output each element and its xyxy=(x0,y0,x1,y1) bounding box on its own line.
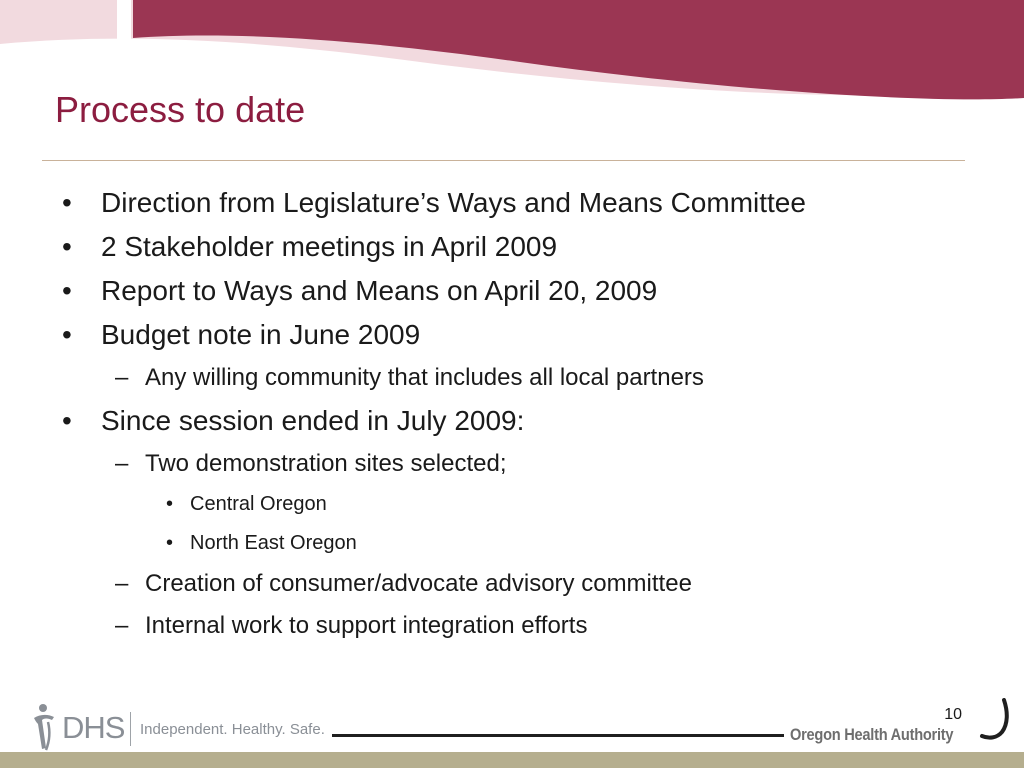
bullet-item xyxy=(0,399,1000,443)
oha-logo-text: Oregon Health Authority xyxy=(790,725,954,744)
sub-sub-bullet-item xyxy=(0,524,1000,563)
sub-bullet-item xyxy=(0,443,1000,485)
bullet-marker: • xyxy=(62,231,72,262)
dhs-tagline: Independent. Healthy. Safe. xyxy=(140,721,325,738)
title-divider xyxy=(42,160,965,161)
page-number: 10 xyxy=(944,706,962,723)
dash-marker: – xyxy=(115,570,129,597)
bullet-list xyxy=(0,181,1000,647)
bullet-marker: • xyxy=(62,319,72,350)
bullet-text: Central Oregon xyxy=(190,493,327,515)
bullet-text: Budget note in June 2009 xyxy=(101,319,421,350)
bullet-text: Creation of consumer/advocate advisory committee xyxy=(145,570,692,597)
dash-marker: – xyxy=(115,612,129,639)
bullet-marker: • xyxy=(166,532,174,554)
bullet-text: Since session ended in July 2009: xyxy=(101,405,525,436)
bullet-text: Two demonstration sites selected; xyxy=(145,450,507,477)
bullet-marker: • xyxy=(62,187,72,218)
bullet-item xyxy=(0,313,1000,357)
sub-sub-bullet-item xyxy=(0,485,1000,524)
sub-bullet-item xyxy=(0,563,1000,605)
bullet-text: Direction from Legislature’s Ways and Means Committee xyxy=(101,187,806,218)
bullet-marker: • xyxy=(62,405,72,436)
dash-marker: – xyxy=(115,450,129,477)
dhs-logo xyxy=(30,702,330,752)
bullet-text: Any willing community that includes all local partners xyxy=(145,364,704,391)
footer-band xyxy=(0,752,1024,768)
sub-bullet-item xyxy=(0,357,1000,399)
page-title: Process to date xyxy=(55,89,306,130)
bullet-marker: • xyxy=(166,493,174,515)
bullet-text: Report to Ways and Means on April 20, 2009 xyxy=(101,275,658,306)
bullet-text: 2 Stakeholder meetings in April 2009 xyxy=(101,231,558,262)
footer-rule xyxy=(332,734,784,737)
bullet-item xyxy=(0,181,1000,225)
bullet-item xyxy=(0,269,1000,313)
oha-swoosh-icon xyxy=(978,698,1014,742)
dhs-logo-text: DHS xyxy=(62,710,125,745)
bullet-item xyxy=(0,225,1000,269)
logo-divider xyxy=(130,712,131,746)
dhs-figure-icon xyxy=(30,702,64,752)
bullet-text: Internal work to support integration efforts xyxy=(145,612,588,639)
bullet-marker: • xyxy=(62,275,72,306)
sub-bullet-item xyxy=(0,605,1000,647)
bullet-text: North East Oregon xyxy=(190,532,357,554)
dash-marker: – xyxy=(115,364,129,391)
